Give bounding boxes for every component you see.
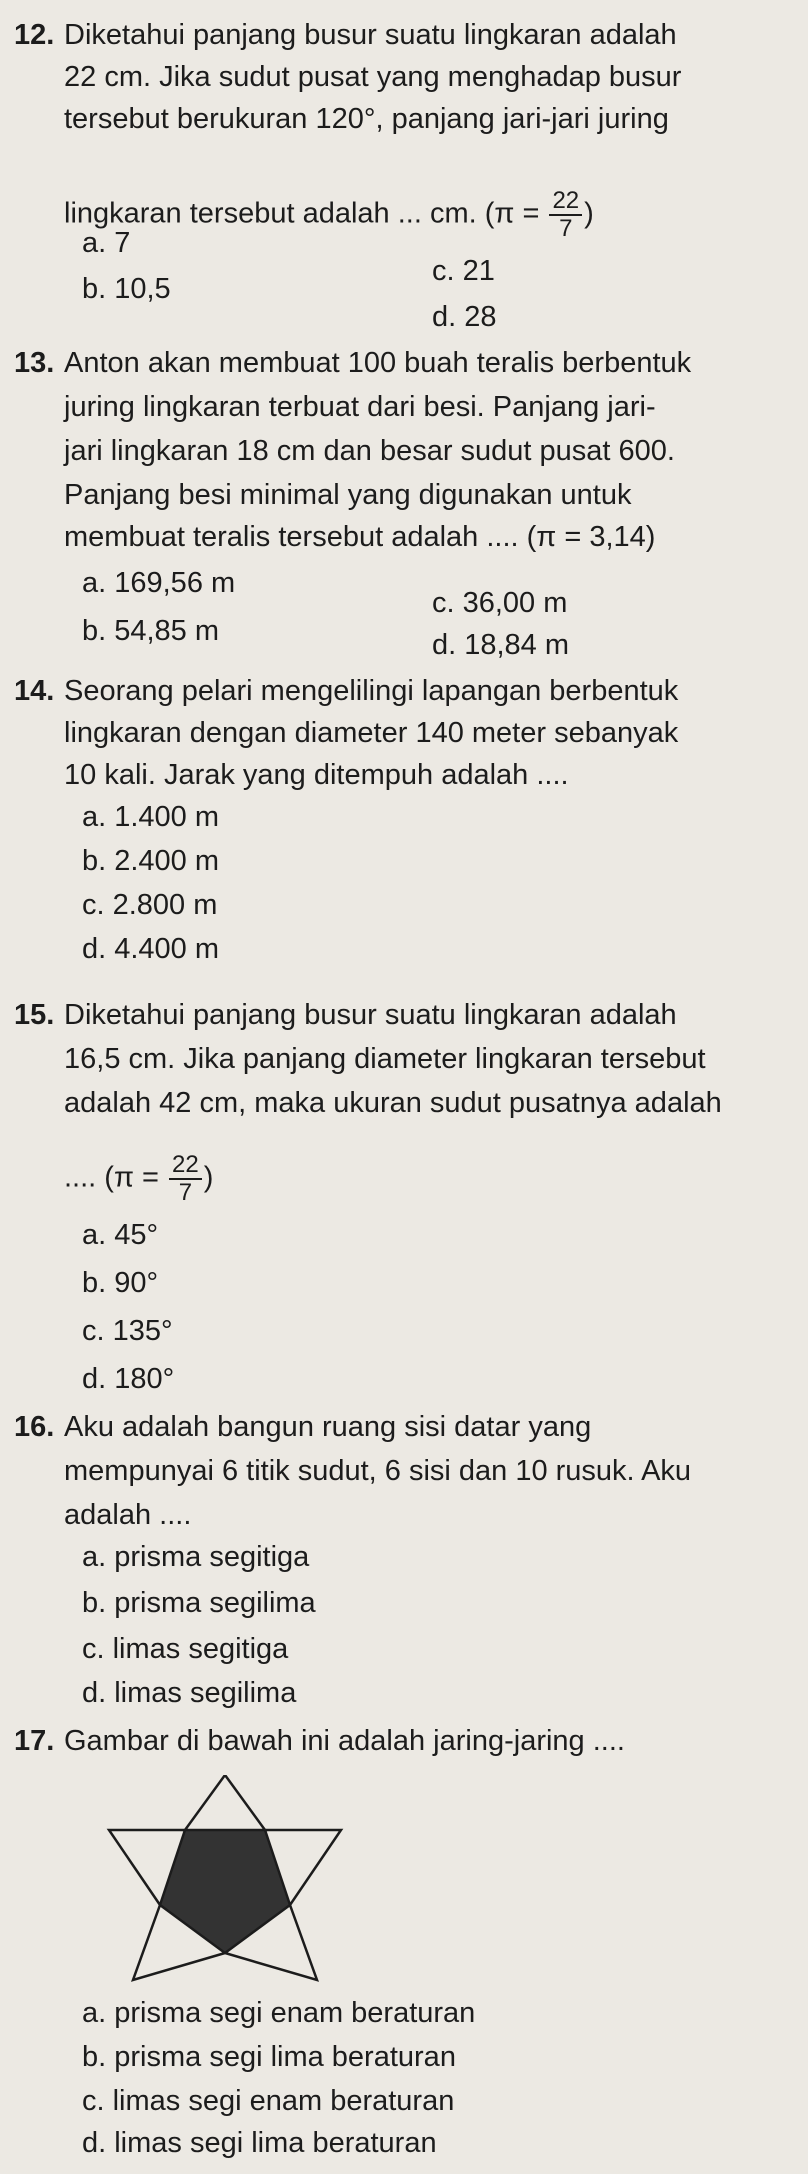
q14-option-a[interactable]: a. 1.400 m [82,801,220,833]
q12-line-2: 22 cm. Jika sudut pusat yang menghadap busur [64,61,682,93]
q16-number: 16. [14,1411,55,1443]
q16-line-1: Aku adalah bangun ruang sisi datar yang [64,1411,592,1443]
q17-option-c[interactable]: c. limas segi enam beraturan [82,2085,455,2117]
q15-line-2: 16,5 cm. Jika panjang diameter lingkaran tersebut [64,1043,706,1075]
q14-number: 14. [14,675,55,707]
q16-line-3: adalah .... [64,1499,192,1531]
q16-option-d[interactable]: d. limas segilima [82,1677,297,1709]
q12-option-a[interactable]: a. 7 [82,227,131,259]
q15-pi-numerator: 22 [169,1152,202,1180]
q12-pi-denominator: 7 [559,215,573,242]
q13-option-b[interactable]: b. 54,85 m [82,615,220,647]
triangle-face-top [185,1775,265,1830]
q12-line-4-close: ) [584,197,594,230]
q12-option-d[interactable]: d. 28 [432,301,497,333]
q16-line-2: mempunyai 6 titik sudut, 6 sisi dan 10 rusuk. Aku [64,1455,692,1487]
q15-line-4-close: ) [203,1161,214,1194]
q17-option-d[interactable]: d. limas segi lima beraturan [82,2127,437,2159]
q15-line-3: adalah 42 cm, maka ukuran sudut pusatnya adalah [64,1087,722,1119]
q15-line-4-text: .... (π = [64,1161,168,1194]
q12-option-b[interactable]: b. 10,5 [82,273,171,305]
q17-line-1: Gambar di bawah ini adalah jaring-jaring .... [64,1725,625,1757]
q14-option-d[interactable]: d. 4.400 m [82,933,220,965]
q12-line-4 [64,188,594,242]
q14-line-3: 10 kali. Jarak yang ditempuh adalah .... [64,759,569,791]
q15-line-1: Diketahui panjang busur suatu lingkaran adalah [64,999,677,1031]
q15-pi-fraction [169,1152,202,1206]
q13-option-a[interactable]: a. 169,56 m [82,567,236,599]
q15-line-4 [64,1152,213,1206]
q13-line-4: Panjang besi minimal yang digunakan untuk [64,479,632,511]
q12-number: 12. [14,19,55,51]
q16-option-a[interactable]: a. prisma segitiga [82,1541,310,1573]
q13-option-d[interactable]: d. 18,84 m [432,629,570,661]
q13-number: 13. [14,347,55,379]
q14-line-1: Seorang pelari mengelilingi lapangan berbentuk [64,675,679,707]
q15-number: 15. [14,999,55,1031]
q15-pi-denominator: 7 [178,1179,193,1206]
q15-option-c[interactable]: c. 135° [82,1315,173,1347]
q13-option-c[interactable]: c. 36,00 m [432,587,568,619]
q12-pi-numerator: 22 [549,188,582,216]
q12-line-3: tersebut berukuran 120°, panjang jari-jari juring [64,103,669,135]
q14-option-b[interactable]: b. 2.400 m [82,845,220,877]
q13-line-2: juring lingkaran terbuat dari besi. Panjang jari- [64,391,656,423]
q17-option-a[interactable]: a. prisma segi enam beraturan [82,1997,476,2029]
q12-pi-fraction [549,188,582,242]
q15-option-b[interactable]: b. 90° [82,1267,159,1299]
q13-line-5: membuat teralis tersebut adalah .... (π = 3,14) [64,521,656,553]
q13-line-3: jari lingkaran 18 cm dan besar sudut pusat 600. [64,435,675,467]
q12-line-4-text: lingkaran tersebut adalah ... cm. (π = [64,197,548,230]
q15-option-d[interactable]: d. 180° [82,1363,175,1395]
q16-option-b[interactable]: b. prisma segilima [82,1587,316,1619]
q12-line-1: Diketahui panjang busur suatu lingkaran adalah [64,19,677,51]
q13-line-1: Anton akan membuat 100 buah teralis berbentuk [64,347,692,379]
q17-option-b[interactable]: b. prisma segi lima beraturan [82,2041,456,2073]
q16-option-c[interactable]: c. limas segitiga [82,1633,289,1665]
q12-option-c[interactable]: c. 21 [432,255,495,287]
q14-line-2: lingkaran dengan diameter 140 meter sebanyak [64,717,679,749]
q14-option-c[interactable]: c. 2.800 m [82,889,218,921]
q17-number: 17. [14,1725,55,1757]
q15-option-a[interactable]: a. 45° [82,1219,159,1251]
